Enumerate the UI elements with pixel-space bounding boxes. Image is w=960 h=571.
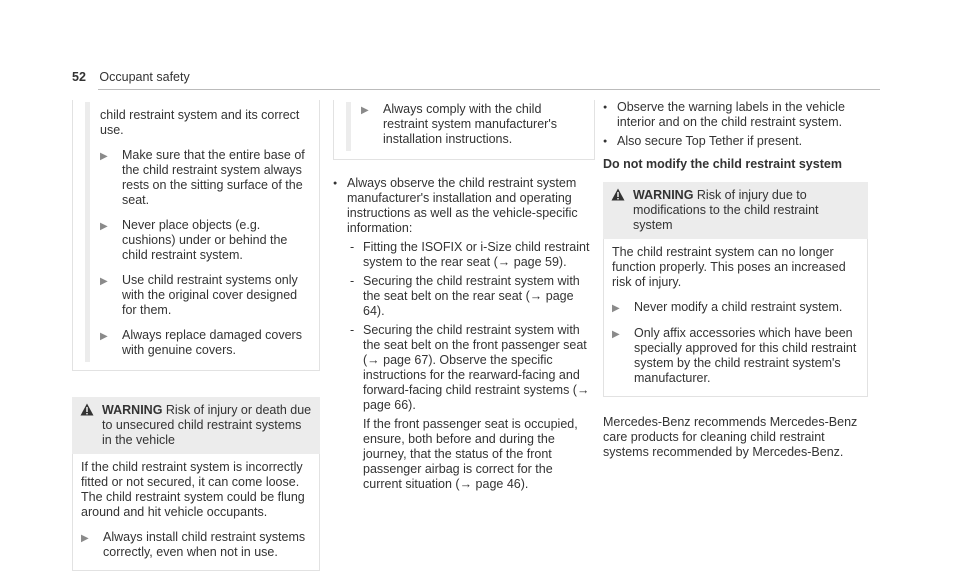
warning-text: Risk of injury due to modifications to the child restraint system — [633, 188, 819, 232]
dash-list — [347, 240, 595, 413]
column-2 — [333, 100, 595, 496]
warning-header — [603, 182, 868, 239]
warning-triangle-icon — [611, 188, 625, 201]
list-item: - Securing the child restraint system with the seat belt on the front passenger seat (→ page 67). Observe the specific instructions for the rearward-facing and forward-facing child restraint systems (→ page 66). — [347, 323, 595, 413]
list-item: - Securing the child restraint system with the seat belt on the rear seat (→ page 64). — [347, 274, 595, 319]
instruction-box — [333, 100, 595, 160]
arrow-icon: ▶ — [612, 303, 620, 314]
warning-text: Risk of injury or death due to unsecured child restraint systems in the vehicle — [102, 403, 312, 447]
page-header — [72, 70, 190, 85]
instruction-step: ▶ Never place objects (e.g. cushions) under or behind the child restraint system. — [100, 218, 288, 262]
arrow-icon: ▶ — [361, 105, 369, 116]
box-rail — [346, 102, 584, 151]
box-text: child restraint system and its correct use. — [100, 108, 300, 137]
instruction-step: ▶ Always replace damaged covers with genuine covers. — [100, 328, 302, 357]
warning-title: WARNING — [633, 188, 694, 202]
instruction-step: ▶ Make sure that the entire base of the child restraint system always rests on the sitting surface of the seat. — [100, 148, 305, 207]
instruction-box — [72, 100, 320, 371]
arrow-icon: ▶ — [100, 151, 108, 162]
warning-header — [72, 397, 320, 454]
instruction-step: ▶ Always comply with the child restraint system manufacturer's installation instructions. — [361, 102, 557, 146]
bullet-list — [603, 100, 868, 149]
arrow-icon: ▶ — [100, 276, 108, 287]
instruction-step: ▶ Always install child restraint systems correctly, even when not in use. — [81, 530, 306, 559]
warning-box — [72, 397, 320, 571]
arrow-icon: ▶ — [100, 221, 108, 232]
warning-paragraph: The child restraint system could be flung around and hit vehicle occupants. — [81, 490, 305, 519]
warning-body — [72, 454, 320, 571]
arrow-icon: ▶ — [81, 533, 89, 544]
page-number: 52 — [72, 70, 86, 84]
list-item: ● Observe the warning labels in the vehicle interior and on the child restraint system. — [603, 100, 868, 130]
column-3 — [603, 100, 868, 460]
warning-paragraph: The child restraint system can no longer function properly. This poses an increased risk of injury. — [612, 245, 846, 289]
warning-body — [603, 239, 868, 397]
instruction-step: ▶ Never modify a child restraint system. — [612, 300, 843, 314]
section-heading: Do not modify the child restraint system — [603, 157, 842, 171]
list-item: ● Also secure Top Tether if present. — [603, 134, 868, 149]
header-rule — [98, 89, 880, 90]
instruction-step: ▶ Use child restraint systems only with the original cover designed for them. — [100, 273, 298, 317]
list-item: - Fitting the ISOFIX or i-Size child restraint system to the rear seat (→ page 59). — [347, 240, 595, 270]
warning-paragraph: If the child restraint system is incorrectly fitted or not secured, it can come loose. — [81, 460, 303, 489]
arrow-icon: ▶ — [612, 329, 620, 340]
bullet-list — [333, 176, 595, 492]
column-1 — [72, 100, 320, 571]
warning-title: WARNING — [102, 403, 163, 417]
warning-box — [603, 182, 868, 397]
closing-paragraph: Mercedes-Benz recommends Mercedes-Benz care products for cleaning child restraint systems recommended by Mercedes-Benz. — [603, 415, 858, 459]
arrow-icon: ▶ — [100, 331, 108, 342]
dash-continuation: If the front passenger seat is occupied, ensure, both before and during the journey, that the status of the front passenger airbag is correct for the current situation (→ page 46). — [363, 417, 578, 491]
warning-triangle-icon — [80, 403, 94, 416]
section-title: Occupant safety — [99, 70, 190, 84]
list-item: ● Always observe the child restraint system manufacturer's installation and operating instructions as well as the vehicle-specific information: - Fitting the ISOFIX or i-Size child restraint system to the rear seat (→ page 59). - Securing the child restraint system with the seat belt on the rear seat (→ page 64). - Securing the child restraint system with the seat belt on the front passenger seat (→ page 67). Observe the specific instructions for the rearward-facing and forward-facing child restraint systems (→ page 66). If the front passenger seat is occupied, ensure, both before and during the journey, that the status of the front passenger airbag is correct for the current situation (→ page 46). — [333, 176, 595, 492]
box-rail — [85, 102, 309, 362]
instruction-step: ▶ Only affix accessories which have been specially approved for this child restraint system by the child restraint system's manufacturer. — [612, 326, 857, 385]
